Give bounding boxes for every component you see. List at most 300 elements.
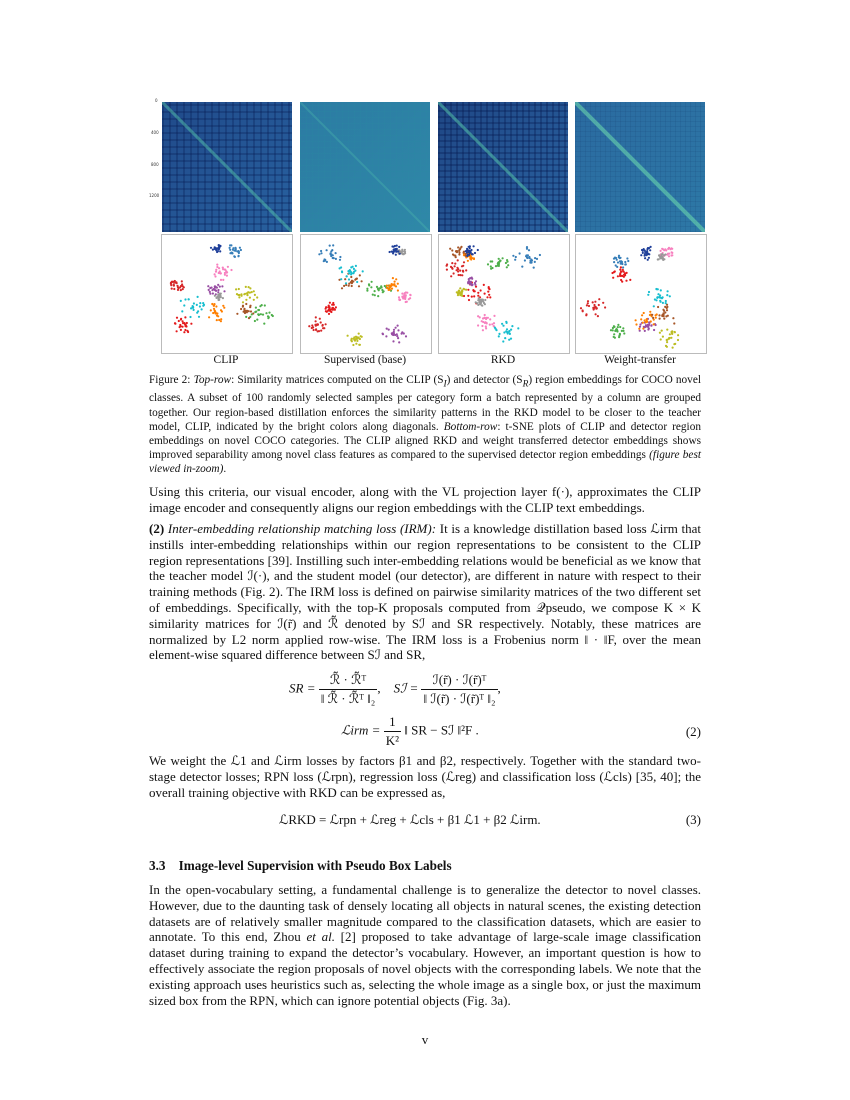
tsne-point bbox=[333, 304, 335, 306]
tsne-point bbox=[627, 260, 629, 262]
tsne-point bbox=[617, 326, 619, 328]
tsne-point bbox=[214, 295, 216, 297]
tsne-point bbox=[652, 317, 654, 319]
tsne-point bbox=[341, 287, 343, 289]
tsne-point bbox=[401, 333, 403, 335]
tsne-point bbox=[349, 270, 351, 272]
tsne-point bbox=[661, 330, 663, 332]
tsne-point bbox=[173, 288, 175, 290]
tsne-point bbox=[236, 313, 238, 315]
tsne-point bbox=[454, 263, 456, 265]
tsne-point bbox=[469, 247, 471, 249]
tsne-point bbox=[481, 305, 483, 307]
tsne-point bbox=[458, 251, 460, 253]
tsne-point bbox=[254, 320, 256, 322]
tsne-point bbox=[193, 309, 195, 311]
tsne-point bbox=[623, 332, 625, 334]
tsne-point bbox=[648, 328, 650, 330]
tsne-point bbox=[348, 285, 350, 287]
page-number: v bbox=[421, 1032, 429, 1047]
tsne-point bbox=[227, 266, 229, 268]
tsne-point bbox=[525, 254, 527, 256]
tsne-point bbox=[207, 285, 209, 287]
tsne-point bbox=[487, 263, 489, 265]
tsne-point bbox=[190, 323, 192, 325]
tsne-point bbox=[644, 257, 646, 259]
tsne-point bbox=[263, 323, 265, 325]
tsne-point bbox=[248, 310, 250, 312]
clip-similarity-matrix bbox=[162, 102, 292, 232]
tsne-point bbox=[256, 319, 258, 321]
tsne-point bbox=[613, 271, 615, 273]
tsne-point bbox=[258, 314, 260, 316]
tsne-point bbox=[395, 327, 397, 329]
tsne-point bbox=[660, 289, 662, 291]
caption-text: : Similarity matrices computed on the CLIP (S bbox=[231, 374, 444, 386]
tsne-point bbox=[355, 343, 357, 345]
tsne-point bbox=[669, 295, 671, 297]
tsne-point bbox=[467, 289, 469, 291]
tsne-point bbox=[621, 275, 623, 277]
tsne-point bbox=[647, 259, 649, 261]
tsne-point bbox=[358, 285, 360, 287]
tsne-point bbox=[213, 308, 215, 310]
tsne-point bbox=[351, 340, 353, 342]
tsne-point bbox=[183, 304, 185, 306]
tsne-point bbox=[257, 309, 259, 311]
tsne-point bbox=[176, 285, 178, 287]
tsne-point bbox=[604, 306, 606, 308]
tsne-point bbox=[640, 318, 642, 320]
paragraph-criteria: Using this criteria, our visual encoder, along with the VL projection layer f(·), approximates the CLIP image encoder and consequently aligns our region embeddings with the CLIP text embeddings. bbox=[149, 484, 701, 515]
tsne-point bbox=[243, 311, 245, 313]
tsne-point bbox=[481, 320, 483, 322]
caption-text: ) region embeddings for COCO novel classes. A subset of 100 randomly selected samples per category form a batch represented by a column are grouped together. Our region-based distillation enforces the similarity patterns in the RKD model to be closer to the teacher model, CLIP, indicated by the bright colors along diagonals. bbox=[149, 374, 701, 433]
tsne-point bbox=[398, 298, 400, 300]
tsne-point bbox=[510, 329, 512, 331]
tsne-point bbox=[526, 246, 528, 248]
tsne-point bbox=[224, 272, 226, 274]
tsne-point bbox=[178, 320, 180, 322]
tsne-point bbox=[229, 247, 231, 249]
tsne-point bbox=[598, 304, 600, 306]
tsne-point bbox=[176, 317, 178, 319]
tsne-point bbox=[272, 315, 274, 317]
tsne-point bbox=[325, 308, 327, 310]
figure-caption bbox=[149, 373, 701, 477]
tsne-point bbox=[348, 283, 350, 285]
tsne-point bbox=[650, 320, 652, 322]
tsne-point bbox=[193, 302, 195, 304]
tsne-point bbox=[464, 255, 466, 257]
tsne-point bbox=[202, 305, 204, 307]
clip-tsne-plot bbox=[161, 234, 293, 354]
tsne-point bbox=[392, 334, 394, 336]
tsne-point bbox=[484, 293, 486, 295]
tsne-point bbox=[508, 339, 510, 341]
tsne-point bbox=[586, 304, 588, 306]
tsne-point bbox=[366, 290, 368, 292]
tsne-point bbox=[173, 283, 175, 285]
tsne-point bbox=[508, 331, 510, 333]
tsne-point bbox=[655, 299, 657, 301]
tsne-point bbox=[353, 271, 355, 273]
tsne-point bbox=[398, 246, 400, 248]
tsne-point bbox=[534, 257, 536, 259]
eq-sr-den: ‖ ℛ̃ · ℛ̃ᵀ ‖₂ bbox=[320, 691, 376, 706]
tsne-point bbox=[329, 245, 331, 247]
tsne-point bbox=[188, 298, 190, 300]
tsne-point bbox=[519, 252, 521, 254]
tsne-point bbox=[376, 286, 378, 288]
eq-irm-lhs: ℒirm = bbox=[341, 722, 381, 738]
tsne-point bbox=[661, 314, 663, 316]
tsne-point bbox=[677, 339, 679, 341]
tsne-point bbox=[524, 259, 526, 261]
tsne-point bbox=[405, 335, 407, 337]
caption-bottomrow-label: Bottom-row bbox=[443, 420, 498, 433]
tsne-point bbox=[517, 327, 519, 329]
tsne-point bbox=[232, 247, 234, 249]
tsne-point bbox=[597, 315, 599, 317]
tsne-point bbox=[642, 252, 644, 254]
tsne-point bbox=[238, 288, 240, 290]
tsne-point bbox=[341, 271, 343, 273]
tsne-point bbox=[174, 323, 176, 325]
tsne-point bbox=[213, 303, 215, 305]
tsne-point bbox=[504, 337, 506, 339]
tsne-point bbox=[467, 254, 469, 256]
tsne-point bbox=[668, 253, 670, 255]
paragraph-irm bbox=[149, 521, 701, 663]
tsne-point bbox=[229, 252, 231, 254]
eq-irm-rhs: ‖ SR − Sℐ ‖²F . bbox=[404, 722, 479, 738]
tsne-point bbox=[384, 285, 386, 287]
tsne-point bbox=[509, 333, 511, 335]
tsne-point bbox=[406, 301, 408, 303]
tsne-point bbox=[189, 316, 191, 318]
matrix-tick: 0 bbox=[155, 98, 158, 103]
tsne-point bbox=[328, 305, 330, 307]
section-title: Image-level Supervision with Pseudo Box Labels bbox=[178, 858, 452, 873]
caption-text: . bbox=[223, 463, 227, 476]
tsne-point bbox=[264, 304, 266, 306]
tsne-point bbox=[210, 247, 212, 249]
tsne-point bbox=[397, 283, 399, 285]
weight-transfer-similarity-matrix bbox=[575, 102, 705, 232]
tsne-point bbox=[479, 303, 481, 305]
tsne-point bbox=[625, 263, 627, 265]
tsne-point bbox=[256, 296, 258, 298]
tsne-point bbox=[592, 301, 594, 303]
tsne-point bbox=[223, 290, 225, 292]
tsne-point bbox=[323, 327, 325, 329]
paragraph-weighting: We weight the ℒ1 and ℒirm losses by factors β1 and β2, respectively. Together with the standard two-stage detector losses; RPN loss (ℒrpn), regression loss (ℒreg) and classification loss (ℒcls) [35, 40]; the overall training objective with RKD can be expressed as, bbox=[149, 753, 701, 800]
tsne-point bbox=[240, 249, 242, 251]
tsne-point bbox=[533, 267, 535, 269]
tsne-point bbox=[216, 266, 218, 268]
tsne-point bbox=[484, 299, 486, 301]
tsne-point bbox=[446, 263, 448, 265]
tsne-point bbox=[645, 321, 647, 323]
tsne-point bbox=[245, 286, 247, 288]
tsne-point bbox=[352, 344, 354, 346]
tsne-point bbox=[473, 258, 475, 260]
tsne-point bbox=[458, 253, 460, 255]
tsne-point bbox=[653, 305, 655, 307]
tsne-point bbox=[655, 317, 657, 319]
tsne-point bbox=[666, 309, 668, 311]
tsne-point bbox=[392, 277, 394, 279]
tsne-point bbox=[320, 250, 322, 252]
tsne-point bbox=[352, 266, 354, 268]
tsne-point bbox=[595, 306, 597, 308]
tsne-point bbox=[213, 288, 215, 290]
tsne-point bbox=[182, 288, 184, 290]
tsne-point bbox=[181, 283, 183, 285]
tsne-point bbox=[643, 312, 645, 314]
tsne-point bbox=[219, 250, 221, 252]
column-label-supervised: Supervised (base) bbox=[323, 354, 407, 366]
tsne-point bbox=[665, 300, 667, 302]
tsne-point bbox=[649, 314, 651, 316]
tsne-point bbox=[219, 272, 221, 274]
tsne-point bbox=[396, 333, 398, 335]
tsne-point bbox=[216, 319, 218, 321]
tsne-point bbox=[251, 291, 253, 293]
tsne-point bbox=[656, 313, 658, 315]
tsne-point bbox=[502, 340, 504, 342]
paragraph-pseudo-box bbox=[149, 882, 701, 1008]
tsne-point bbox=[484, 303, 486, 305]
tsne-point bbox=[361, 336, 363, 338]
tsne-point bbox=[398, 341, 400, 343]
tsne-point bbox=[222, 279, 224, 281]
tsne-point bbox=[515, 256, 517, 258]
eq-irm-num: 1 bbox=[384, 714, 401, 732]
tsne-point bbox=[196, 304, 198, 306]
tsne-point bbox=[661, 253, 663, 255]
tsne-point bbox=[229, 249, 231, 251]
equation-2-irm bbox=[341, 714, 479, 749]
tsne-point bbox=[644, 253, 646, 255]
tsne-point bbox=[248, 317, 250, 319]
tsne-point bbox=[262, 314, 264, 316]
tsne-point bbox=[356, 340, 358, 342]
tsne-point bbox=[659, 294, 661, 296]
tsne-point bbox=[481, 325, 483, 327]
tsne-point bbox=[180, 289, 182, 291]
tsne-point bbox=[506, 259, 508, 261]
tsne-point bbox=[199, 302, 201, 304]
tsne-point bbox=[325, 323, 327, 325]
tsne-point bbox=[311, 327, 313, 329]
rkd-tsne-plot bbox=[438, 234, 570, 354]
tsne-point bbox=[454, 265, 456, 267]
tsne-point bbox=[461, 265, 463, 267]
tsne-point bbox=[457, 246, 459, 248]
tsne-point bbox=[641, 314, 643, 316]
tsne-point bbox=[638, 328, 640, 330]
tsne-point bbox=[238, 296, 240, 298]
tsne-point bbox=[361, 280, 363, 282]
tsne-point bbox=[398, 296, 400, 298]
tsne-point bbox=[482, 329, 484, 331]
tsne-point bbox=[474, 252, 476, 254]
tsne-point bbox=[619, 272, 621, 274]
tsne-point bbox=[218, 319, 220, 321]
tsne-point bbox=[374, 294, 376, 296]
tsne-point bbox=[243, 309, 245, 311]
tsne-point bbox=[587, 302, 589, 304]
tsne-point bbox=[450, 275, 452, 277]
equation-2-similarity: SR = $\frac{\text{ℛ̃ · ℛ̃ᵀ}}{\text{‖ ℛ̃ · ℛ̃ᵀ ‖₂}}$ , Sℐ = $\frac{\text{ℐ(r̃) · ℐ(r̃)ᵀ}}{\text{‖ ℐ(r̃) · ℐ(r̃)ᵀ ‖₂}}$ , bbox=[289, 672, 501, 706]
tsne-point bbox=[236, 250, 238, 252]
tsne-point bbox=[218, 246, 220, 248]
tsne-point bbox=[446, 269, 448, 271]
tsne-point bbox=[181, 280, 183, 282]
tsne-point bbox=[393, 246, 395, 248]
tsne-point bbox=[371, 281, 373, 283]
caption-label: Figure 2: bbox=[149, 374, 191, 386]
tsne-point bbox=[640, 254, 642, 256]
tsne-point bbox=[455, 256, 457, 258]
tsne-point bbox=[480, 299, 482, 301]
tsne-point bbox=[222, 297, 224, 299]
tsne-point bbox=[353, 336, 355, 338]
tsne-point bbox=[217, 284, 219, 286]
tsne-point bbox=[245, 316, 247, 318]
tsne-point bbox=[180, 300, 182, 302]
tsne-point bbox=[526, 257, 528, 259]
tsne-point bbox=[660, 257, 662, 259]
tsne-point bbox=[356, 338, 358, 340]
tsne-point bbox=[662, 302, 664, 304]
tsne-point bbox=[663, 318, 665, 320]
tsne-point bbox=[539, 254, 541, 256]
tsne-point bbox=[246, 294, 248, 296]
tsne-point bbox=[673, 343, 675, 345]
tsne-point bbox=[457, 270, 459, 272]
tsne-point bbox=[215, 271, 217, 273]
tsne-point bbox=[352, 280, 354, 282]
tsne-point bbox=[677, 334, 679, 336]
tsne-point bbox=[217, 315, 219, 317]
tsne-point bbox=[391, 251, 393, 253]
tsne-point bbox=[488, 287, 490, 289]
tsne-point bbox=[670, 254, 672, 256]
tsne-point bbox=[449, 248, 451, 250]
matrix-tick: 400 bbox=[151, 130, 159, 135]
tsne-point bbox=[506, 266, 508, 268]
tsne-point bbox=[629, 279, 631, 281]
caption-zoom-note: (figure best viewed in-zoom) bbox=[149, 449, 701, 476]
tsne-point bbox=[671, 251, 673, 253]
tsne-point bbox=[644, 330, 646, 332]
tsne-point bbox=[389, 251, 391, 253]
tsne-point bbox=[490, 260, 492, 262]
tsne-point bbox=[666, 306, 668, 308]
tsne-point bbox=[658, 258, 660, 260]
tsne-point bbox=[620, 263, 622, 265]
tsne-point bbox=[667, 315, 669, 317]
tsne-point bbox=[618, 255, 620, 257]
tsne-point bbox=[220, 279, 222, 281]
tsne-point bbox=[332, 257, 334, 259]
tsne-point bbox=[501, 323, 503, 325]
tsne-point bbox=[662, 336, 664, 338]
tsne-point bbox=[465, 269, 467, 271]
caption-sub: I bbox=[443, 379, 447, 390]
tsne-point bbox=[217, 291, 219, 293]
tsne-point bbox=[451, 249, 453, 251]
tsne-point bbox=[313, 329, 315, 331]
tsne-point bbox=[323, 258, 325, 260]
tsne-point bbox=[660, 338, 662, 340]
tsne-point bbox=[483, 317, 485, 319]
equation-3-number: (3) bbox=[685, 812, 701, 827]
tsne-point bbox=[362, 270, 364, 272]
tsne-point bbox=[320, 321, 322, 323]
tsne-point bbox=[673, 331, 675, 333]
tsne-point bbox=[477, 324, 479, 326]
tsne-point bbox=[480, 289, 482, 291]
tsne-point bbox=[320, 252, 322, 254]
tsne-point bbox=[666, 294, 668, 296]
tsne-point bbox=[356, 281, 358, 283]
tsne-point bbox=[655, 324, 657, 326]
tsne-point bbox=[662, 309, 664, 311]
tsne-point bbox=[393, 283, 395, 285]
eq-si-den: ‖ ℐ(r̃) · ℐ(r̃)ᵀ ‖₂ bbox=[423, 691, 496, 706]
tsne-point bbox=[459, 274, 461, 276]
column-label-weight-transfer: Weight-transfer bbox=[604, 354, 676, 366]
tsne-point bbox=[326, 249, 328, 251]
tsne-point bbox=[512, 255, 514, 257]
tsne-point bbox=[397, 325, 399, 327]
tsne-point bbox=[619, 269, 621, 271]
tsne-point bbox=[377, 295, 379, 297]
tsne-point bbox=[383, 290, 385, 292]
tsne-point bbox=[221, 310, 223, 312]
tsne-point bbox=[468, 299, 470, 301]
tsne-point bbox=[391, 288, 393, 290]
tsne-point bbox=[201, 308, 203, 310]
tsne-point bbox=[620, 266, 622, 268]
tsne-point bbox=[395, 248, 397, 250]
tsne-point bbox=[215, 305, 217, 307]
tsne-point bbox=[498, 333, 500, 335]
tsne-point bbox=[647, 294, 649, 296]
tsne-point bbox=[506, 328, 508, 330]
tsne-point bbox=[612, 277, 614, 279]
tsne-point bbox=[507, 264, 509, 266]
tsne-point bbox=[381, 286, 383, 288]
tsne-point bbox=[666, 346, 668, 348]
tsne-point bbox=[646, 252, 648, 254]
tsne-point bbox=[453, 254, 455, 256]
tsne-point bbox=[184, 323, 186, 325]
tsne-point bbox=[401, 249, 403, 251]
tsne-point bbox=[648, 257, 650, 259]
tsne-point bbox=[350, 276, 352, 278]
tsne-point bbox=[473, 295, 475, 297]
tsne-point bbox=[615, 328, 617, 330]
tsne-point bbox=[672, 317, 674, 319]
paragraph-etal: et al. bbox=[306, 929, 335, 945]
tsne-point bbox=[621, 281, 623, 283]
tsne-point bbox=[613, 333, 615, 335]
